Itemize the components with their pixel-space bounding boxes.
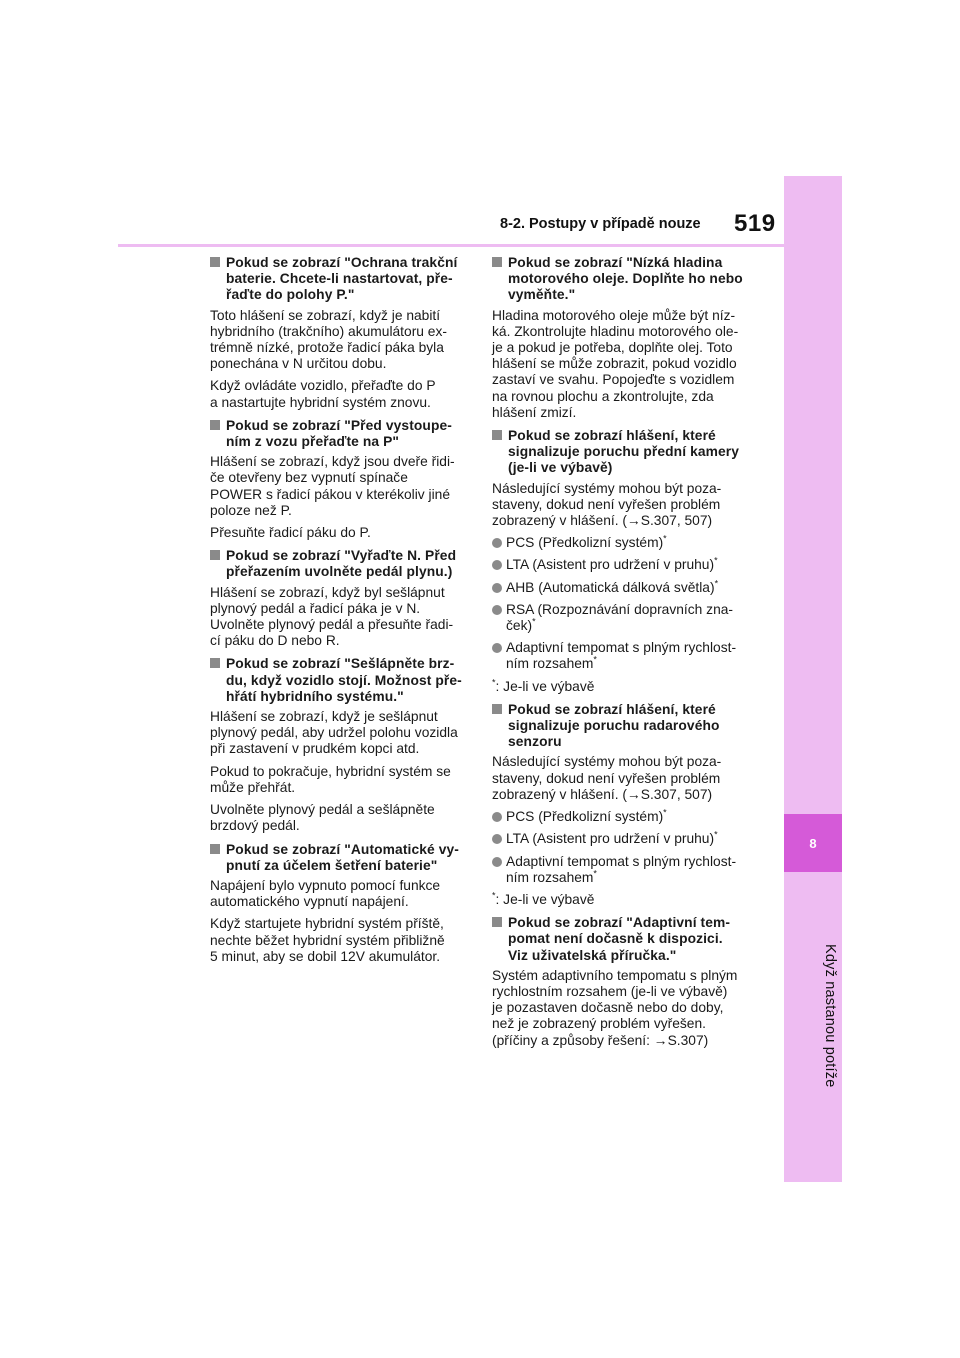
text-line: baterie. Chcete-li nastartovat, pře- [226,271,453,287]
text-line: Adaptivní tempomat s plným rychlost- [506,853,737,869]
section-heading [210,842,474,874]
chapter-number: 8 [784,814,842,872]
footnote-asterisk: * [492,677,496,688]
paragraph [210,525,474,541]
text-line: ním rozsahem [506,869,594,885]
footnote [492,679,756,695]
bullet-item [492,854,756,886]
text-line: je a pokud je potřeba, doplňte olej. Toto [492,340,733,356]
circle-bullet-icon [492,857,502,867]
footnote-asterisk: * [532,616,536,627]
paragraph [210,764,474,796]
text-line: Když ovládáte vozidlo, přeřaďte do P [210,378,436,394]
text-line: nechte běžet hybridní systém přibližně [210,932,445,948]
text-line: Hlášení se zobrazí, když jsou dveře řidi- [210,454,455,470]
text-line: staveny, dokud není vyřešen problém [492,770,721,786]
bullet-item [492,831,756,847]
text-line: poloze než P. [210,502,292,518]
square-bullet-icon [492,430,502,440]
text-line: plynový pedál, aby udržel polohu vozidla [210,725,458,741]
text-line: ček) [506,618,533,634]
text-line: Adaptivní tempomat s plným rychlost- [506,640,737,656]
paragraph [492,754,756,803]
message-section [492,255,756,421]
text-line: trémně nízké, protože řadicí páka byla [210,340,444,356]
text-line: Když startujete hybridní systém příště, [210,916,444,932]
section-heading [492,255,756,304]
footnote-asterisk: * [593,868,597,879]
text-line: zobrazený v hlášení. (→S.307, 507) [492,786,713,802]
footnote-text: : Je-li ve výbavě [495,891,595,907]
text-line: LTA (Asistent pro udržení v pruhu) [506,831,715,847]
text-line: Přesuňte řadicí páku do P. [210,525,371,541]
square-bullet-icon [492,704,502,714]
text-line: Pokud se zobrazí hlášení, které [508,428,716,444]
text-line: a nastartujte hybridní systém znovu. [210,394,431,410]
message-section [210,255,474,411]
message-section [210,548,474,649]
text-line: hybridního (trakčního) akumulátoru ex- [210,323,447,339]
chapter-side-tab [784,176,842,1182]
text-line: Uvolněte plynový pedál a sešlápněte [210,802,435,818]
text-line: Pokud to pokračuje, hybridní systém se [210,763,451,779]
text-line: ním rozsahem [506,656,594,672]
paragraph [210,454,474,519]
text-line: PCS (Předkolizní systém) [506,809,664,825]
text-line: Pokud se zobrazí "Adaptivní tem- [508,915,731,931]
text-line: řaďte do polohy P." [226,287,355,303]
circle-bullet-icon [492,643,502,653]
text-line: PCS (Předkolizní systém) [506,535,664,551]
text-line: Pokud se zobrazí hlášení, které [508,701,716,717]
page-number: 519 [734,210,776,237]
chapter-title: Když nastanou potíže [822,944,838,1088]
text-line: přeřazením uvolněte pedál plynu.) [226,564,453,580]
header-divider [118,244,784,247]
left-column [210,255,474,972]
paragraph [210,878,474,910]
text-line: na rovnou plochu a zkontrolujte, zda [492,388,714,404]
text-line: Následující systémy mohou být poza- [492,754,722,770]
text-line: signalizuje poruchu přední kamery [508,444,740,460]
text-line: ponechána v N určitou dobu. [210,356,387,372]
text-line: POWER s řadicí pákou v kterékoliv jiné [210,486,450,502]
text-line: hřátí hybridního systému." [226,688,404,704]
section-heading [492,702,756,751]
paragraph [210,709,474,758]
text-line: pomat není dočasně k dispozici. [508,931,723,947]
text-line: LTA (Asistent pro udržení v pruhu) [506,557,715,573]
square-bullet-icon [492,917,502,927]
text-line: cí páku do D nebo R. [210,633,340,649]
text-line: (příčiny a způsoby řešení: →S.307) [492,1032,709,1048]
footnote-asterisk: * [663,807,667,818]
text-line: RSA (Rozpoznávání dopravních zna- [506,601,734,617]
text-line: motorového oleje. Doplňte ho nebo [508,271,743,287]
circle-bullet-icon [492,560,502,570]
right-column [492,255,756,1056]
bullet-item [492,602,756,634]
square-bullet-icon [210,844,220,854]
section-heading [492,915,756,964]
bullet-item [492,809,756,825]
text-line: (je-li ve výbavě) [508,460,613,476]
text-line: du, když vozidlo stojí. Možnost pře- [226,672,462,688]
text-line: může přehřát. [210,779,296,795]
text-line: než je zobrazený problém vyřešen. [492,1016,706,1032]
text-line: je pozastaven dočasně nebo do doby, [492,1000,724,1016]
section-heading [210,656,474,705]
text-line: automatického vypnutí napájení. [210,894,409,910]
text-line: Pokud se zobrazí "Ochrana trakční [226,255,458,270]
text-line: staveny, dokud není vyřešen problém [492,496,721,512]
message-section [210,842,474,965]
footnote-asterisk: * [714,829,718,840]
text-line: ká. Zkontrolujte hladinu motorového ole- [492,323,739,339]
circle-bullet-icon [492,834,502,844]
text-line: Pokud se zobrazí "Před vystoupe- [226,417,452,433]
text-line: vyměňte." [508,287,576,303]
circle-bullet-icon [492,538,502,548]
text-line: zastaví ve svahu. Popojeďte s vozidlem [492,372,735,388]
footnote-asterisk: * [492,890,496,901]
text-line: hlášení zmizí. [492,404,577,420]
square-bullet-icon [210,257,220,267]
bullet-item [492,580,756,596]
text-line: 5 minut, aby se dobil 12V akumulátor. [210,948,441,964]
bullet-item [492,557,756,573]
message-section [492,428,756,695]
text-line: Hlášení se zobrazí, když byl sešlápnut [210,584,445,600]
bullet-item [492,535,756,551]
paragraph [210,802,474,834]
text-line: Pokud se zobrazí "Vyřaďte N. Před [226,548,457,564]
paragraph [210,308,474,373]
text-line: při zastavení v prudkém kopci atd. [210,741,420,757]
text-line: Napájení bylo vypnuto pomocí funkce [210,877,441,893]
text-line: pnutí za účelem šetření baterie" [226,857,438,873]
text-line: Pokud se zobrazí "Sešlápněte brz- [226,656,455,672]
message-section [210,656,474,834]
text-line: plynový pedál a řadicí páka je v N. [210,600,421,616]
section-heading [210,418,474,450]
section-heading [492,428,756,477]
square-bullet-icon [210,420,220,430]
text-line: rychlostním rozsahem (je-li ve výbavě) [492,983,728,999]
footnote [492,892,756,908]
text-line: hlášení se může zobrazit, pokud vozidlo [492,356,737,372]
text-line: zobrazený v hlášení. (→S.307, 507) [492,513,713,529]
bullet-item [492,640,756,672]
text-line: brzdový pedál. [210,818,300,834]
text-line: Následující systémy mohou být poza- [492,480,722,496]
text-line: Hlášení se zobrazí, když je sešlápnut [210,709,438,725]
text-line: Toto hlášení se zobrazí, když je nabití [210,307,441,323]
text-line: senzoru [508,734,562,750]
paragraph [492,481,756,530]
square-bullet-icon [210,550,220,560]
message-section [492,915,756,1049]
footnote-asterisk: * [593,654,597,665]
text-line: Uvolněte plynový pedál a přesuňte řadi- [210,617,454,633]
paragraph [210,916,474,965]
square-bullet-icon [492,257,502,267]
circle-bullet-icon [492,583,502,593]
section-title: 8-2. Postupy v případě nouze [500,216,701,232]
text-line: ním z vozu přeřaďte na P" [226,434,400,450]
paragraph [492,968,756,1049]
circle-bullet-icon [492,812,502,822]
section-heading [210,255,474,304]
text-line: Systém adaptivního tempomatu s plným [492,967,738,983]
footnote-text: : Je-li ve výbavě [495,678,595,694]
text-line: Hladina motorového oleje může být níz- [492,307,736,323]
text-line: signalizuje poruchu radarového [508,718,720,734]
footnote-asterisk: * [714,578,719,589]
text-line: Pokud se zobrazí "Nízká hladina [508,255,723,270]
circle-bullet-icon [492,605,502,615]
footnote-asterisk: * [663,533,667,544]
square-bullet-icon [210,658,220,668]
paragraph [492,308,756,421]
footnote-asterisk: * [714,555,718,566]
paragraph [210,378,474,410]
text-line: če otevřeny bez vypnutí spínače [210,470,408,486]
text-line: Viz uživatelská příručka." [508,947,677,963]
paragraph [210,585,474,650]
text-line: AHB (Automatická dálková světla) [506,579,715,595]
message-section [210,418,474,541]
text-line: Pokud se zobrazí "Automatické vy- [226,841,459,857]
message-section [492,702,756,908]
section-heading [210,548,474,580]
